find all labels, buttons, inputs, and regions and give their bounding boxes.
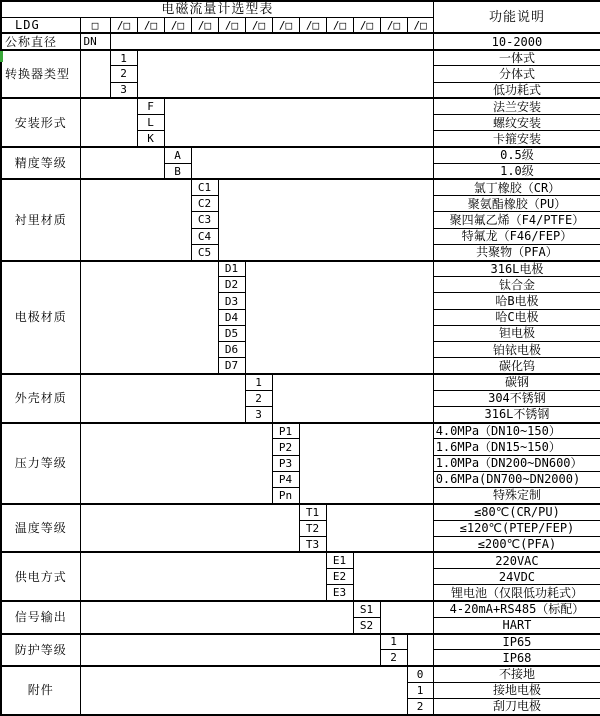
code-cell: 2 — [380, 650, 407, 666]
code-cell: K — [137, 131, 164, 147]
desc-cell: 特氟龙（F46/FEP） — [433, 228, 600, 244]
group-label: 转换器类型 — [1, 50, 80, 99]
code-cell: C1 — [191, 179, 218, 195]
desc-cell: 接地电极 — [433, 682, 600, 698]
code-box: /□ — [110, 17, 137, 33]
spacer-cell — [299, 423, 433, 504]
code-cell: S2 — [353, 617, 380, 633]
spacer-cell — [80, 634, 380, 666]
code-cell: D4 — [218, 309, 245, 325]
desc-cell: 分体式 — [433, 66, 600, 82]
code-box: /□ — [272, 17, 299, 33]
desc-cell: 1.0级 — [433, 163, 600, 179]
desc-cell: 卡箍安装 — [433, 131, 600, 147]
code-cell: 0 — [407, 666, 433, 682]
function-column-header: 功能说明 — [433, 1, 600, 33]
group-label: 外壳材质 — [1, 374, 80, 423]
code-cell: P3 — [272, 455, 299, 471]
spacer-cell — [80, 666, 407, 715]
code-box: /□ — [407, 17, 433, 33]
spacer-cell — [80, 98, 137, 147]
desc-cell: 0.6MPa(DN700~DN2000) — [433, 471, 600, 487]
code-cell: P2 — [272, 439, 299, 455]
desc-cell: 碳化钨 — [433, 358, 600, 374]
desc-cell: 4-20mA+RS485（标配） — [433, 601, 600, 617]
desc-cell: 钛合金 — [433, 277, 600, 293]
group-label: 安装形式 — [1, 98, 80, 147]
group-label: 附件 — [1, 666, 80, 715]
desc-cell: IP65 — [433, 634, 600, 650]
group-label: 压力等级 — [1, 423, 80, 504]
code-cell: D2 — [218, 277, 245, 293]
desc-cell: 铂铱电极 — [433, 342, 600, 358]
group-label: 衬里材质 — [1, 179, 80, 260]
code-cell: A — [164, 147, 191, 163]
code-cell: F — [137, 98, 164, 114]
desc-cell: IP68 — [433, 650, 600, 666]
code-cell: C5 — [191, 244, 218, 260]
spacer-cell — [407, 634, 433, 666]
code-cell: B — [164, 163, 191, 179]
desc-cell: 低功耗式 — [433, 82, 600, 98]
code-cell: 1 — [245, 374, 272, 390]
code-cell: E1 — [326, 552, 353, 568]
spacer-cell — [80, 147, 164, 179]
green-edge-artifact — [0, 51, 3, 62]
code-cell: DN — [80, 33, 110, 49]
code-cell: C3 — [191, 212, 218, 228]
table-row — [1, 33, 600, 49]
desc-cell: 哈C电极 — [433, 309, 600, 325]
code-cell: 3 — [110, 82, 137, 98]
spacer-cell — [137, 50, 433, 99]
code-box: /□ — [326, 17, 353, 33]
group-label: 信号输出 — [1, 601, 80, 633]
desc-cell: 特殊定制 — [433, 488, 600, 504]
desc-cell: HART — [433, 617, 600, 633]
desc-cell: ≤80℃(CR/PU) — [433, 504, 600, 520]
group-label: 防护等级 — [1, 634, 80, 666]
code-cell: C2 — [191, 196, 218, 212]
spacer-cell — [110, 33, 433, 49]
model-prefix-label: LDG — [1, 17, 80, 33]
desc-cell: 共聚物（PFA） — [433, 244, 600, 260]
desc-cell: 不接地 — [433, 666, 600, 682]
spacer-cell — [326, 504, 433, 553]
desc-cell: 氯丁橡胶（CR） — [433, 179, 600, 195]
table-row — [1, 179, 600, 195]
code-cell: C4 — [191, 228, 218, 244]
table-row — [1, 634, 600, 650]
desc-cell: 220VAC — [433, 552, 600, 568]
spacer-cell — [80, 601, 353, 633]
table-row — [1, 261, 600, 277]
spacer-cell — [80, 552, 326, 601]
table-row — [1, 98, 600, 114]
desc-cell: 法兰安装 — [433, 98, 600, 114]
code-box: /□ — [164, 17, 191, 33]
code-cell: T2 — [299, 520, 326, 536]
title-row — [1, 1, 600, 17]
code-cell: 1 — [407, 682, 433, 698]
table-row — [1, 423, 600, 439]
group-label: 电极材质 — [1, 261, 80, 375]
desc-cell: 1.6MPa（DN15~150） — [433, 439, 600, 455]
spacer-cell — [191, 147, 433, 179]
code-cell: P4 — [272, 471, 299, 487]
code-box: /□ — [137, 17, 164, 33]
desc-cell: 聚四氟乙烯（F4/PTFE） — [433, 212, 600, 228]
table-row — [1, 504, 600, 520]
code-cell: T1 — [299, 504, 326, 520]
desc-cell: 304不锈钢 — [433, 390, 600, 406]
code-cell: D5 — [218, 325, 245, 341]
group-label: 温度等级 — [1, 504, 80, 553]
desc-cell: 钽电极 — [433, 325, 600, 341]
desc-cell: 螺纹安装 — [433, 115, 600, 131]
spacer-cell — [80, 50, 110, 99]
code-box: /□ — [380, 17, 407, 33]
code-box: /□ — [299, 17, 326, 33]
table-row — [1, 601, 600, 617]
code-cell: D1 — [218, 261, 245, 277]
code-cell: L — [137, 115, 164, 131]
spacer-cell — [80, 504, 299, 553]
desc-cell: 1.0MPa（DN200~DN600） — [433, 455, 600, 471]
spacer-cell — [164, 98, 433, 147]
desc-cell: 刮刀电极 — [433, 698, 600, 715]
desc-cell: 聚氨酯橡胶（PU） — [433, 196, 600, 212]
code-cell: 1 — [380, 634, 407, 650]
code-cell: 3 — [245, 406, 272, 422]
desc-cell: 4.0MPa（DN10~150） — [433, 423, 600, 439]
code-cell: 1 — [110, 50, 137, 66]
code-cell: P1 — [272, 423, 299, 439]
spacer-cell — [245, 261, 433, 375]
desc-cell: 碳钢 — [433, 374, 600, 390]
desc-cell: 316L电极 — [433, 261, 600, 277]
code-cell: S1 — [353, 601, 380, 617]
code-cell: T3 — [299, 536, 326, 552]
table-row — [1, 374, 600, 390]
desc-cell: 0.5级 — [433, 147, 600, 163]
code-cell: E3 — [326, 585, 353, 601]
page-title: 电磁流量计选型表 — [1, 1, 433, 17]
code-cell: E2 — [326, 569, 353, 585]
group-label: 精度等级 — [1, 147, 80, 179]
desc-cell: ≤120℃(PTEP/FEP) — [433, 520, 600, 536]
table-row — [1, 552, 600, 568]
code-cell: D3 — [218, 293, 245, 309]
spacer-cell — [380, 601, 433, 633]
table-row — [1, 147, 600, 163]
spacer-cell — [353, 552, 433, 601]
spacer-cell — [80, 179, 191, 260]
desc-cell: 一体式 — [433, 50, 600, 66]
code-cell: D7 — [218, 358, 245, 374]
desc-cell: 10-2000 — [433, 33, 600, 49]
spacer-cell — [80, 261, 218, 375]
code-box: /□ — [245, 17, 272, 33]
desc-cell: 哈B电极 — [433, 293, 600, 309]
desc-cell: 锂电池（仅限低功耗式） — [433, 585, 600, 601]
desc-cell: ≤200℃(PFA) — [433, 536, 600, 552]
group-label: 公称直径 — [1, 33, 80, 49]
code-cell: 2 — [110, 66, 137, 82]
table-row — [1, 666, 600, 682]
spacer-cell — [80, 374, 245, 423]
code-cell: 2 — [245, 390, 272, 406]
spacer-cell — [80, 423, 272, 504]
desc-cell: 24VDC — [433, 569, 600, 585]
code-cell: Pn — [272, 488, 299, 504]
code-box: /□ — [353, 17, 380, 33]
code-box: □ — [80, 17, 110, 33]
code-cell: 2 — [407, 698, 433, 715]
table-row — [1, 50, 600, 66]
desc-cell: 316L不锈钢 — [433, 406, 600, 422]
code-cell: D6 — [218, 342, 245, 358]
code-box: /□ — [218, 17, 245, 33]
spacer-cell — [218, 179, 433, 260]
group-label: 供电方式 — [1, 552, 80, 601]
spacer-cell — [272, 374, 433, 423]
code-box: /□ — [191, 17, 218, 33]
